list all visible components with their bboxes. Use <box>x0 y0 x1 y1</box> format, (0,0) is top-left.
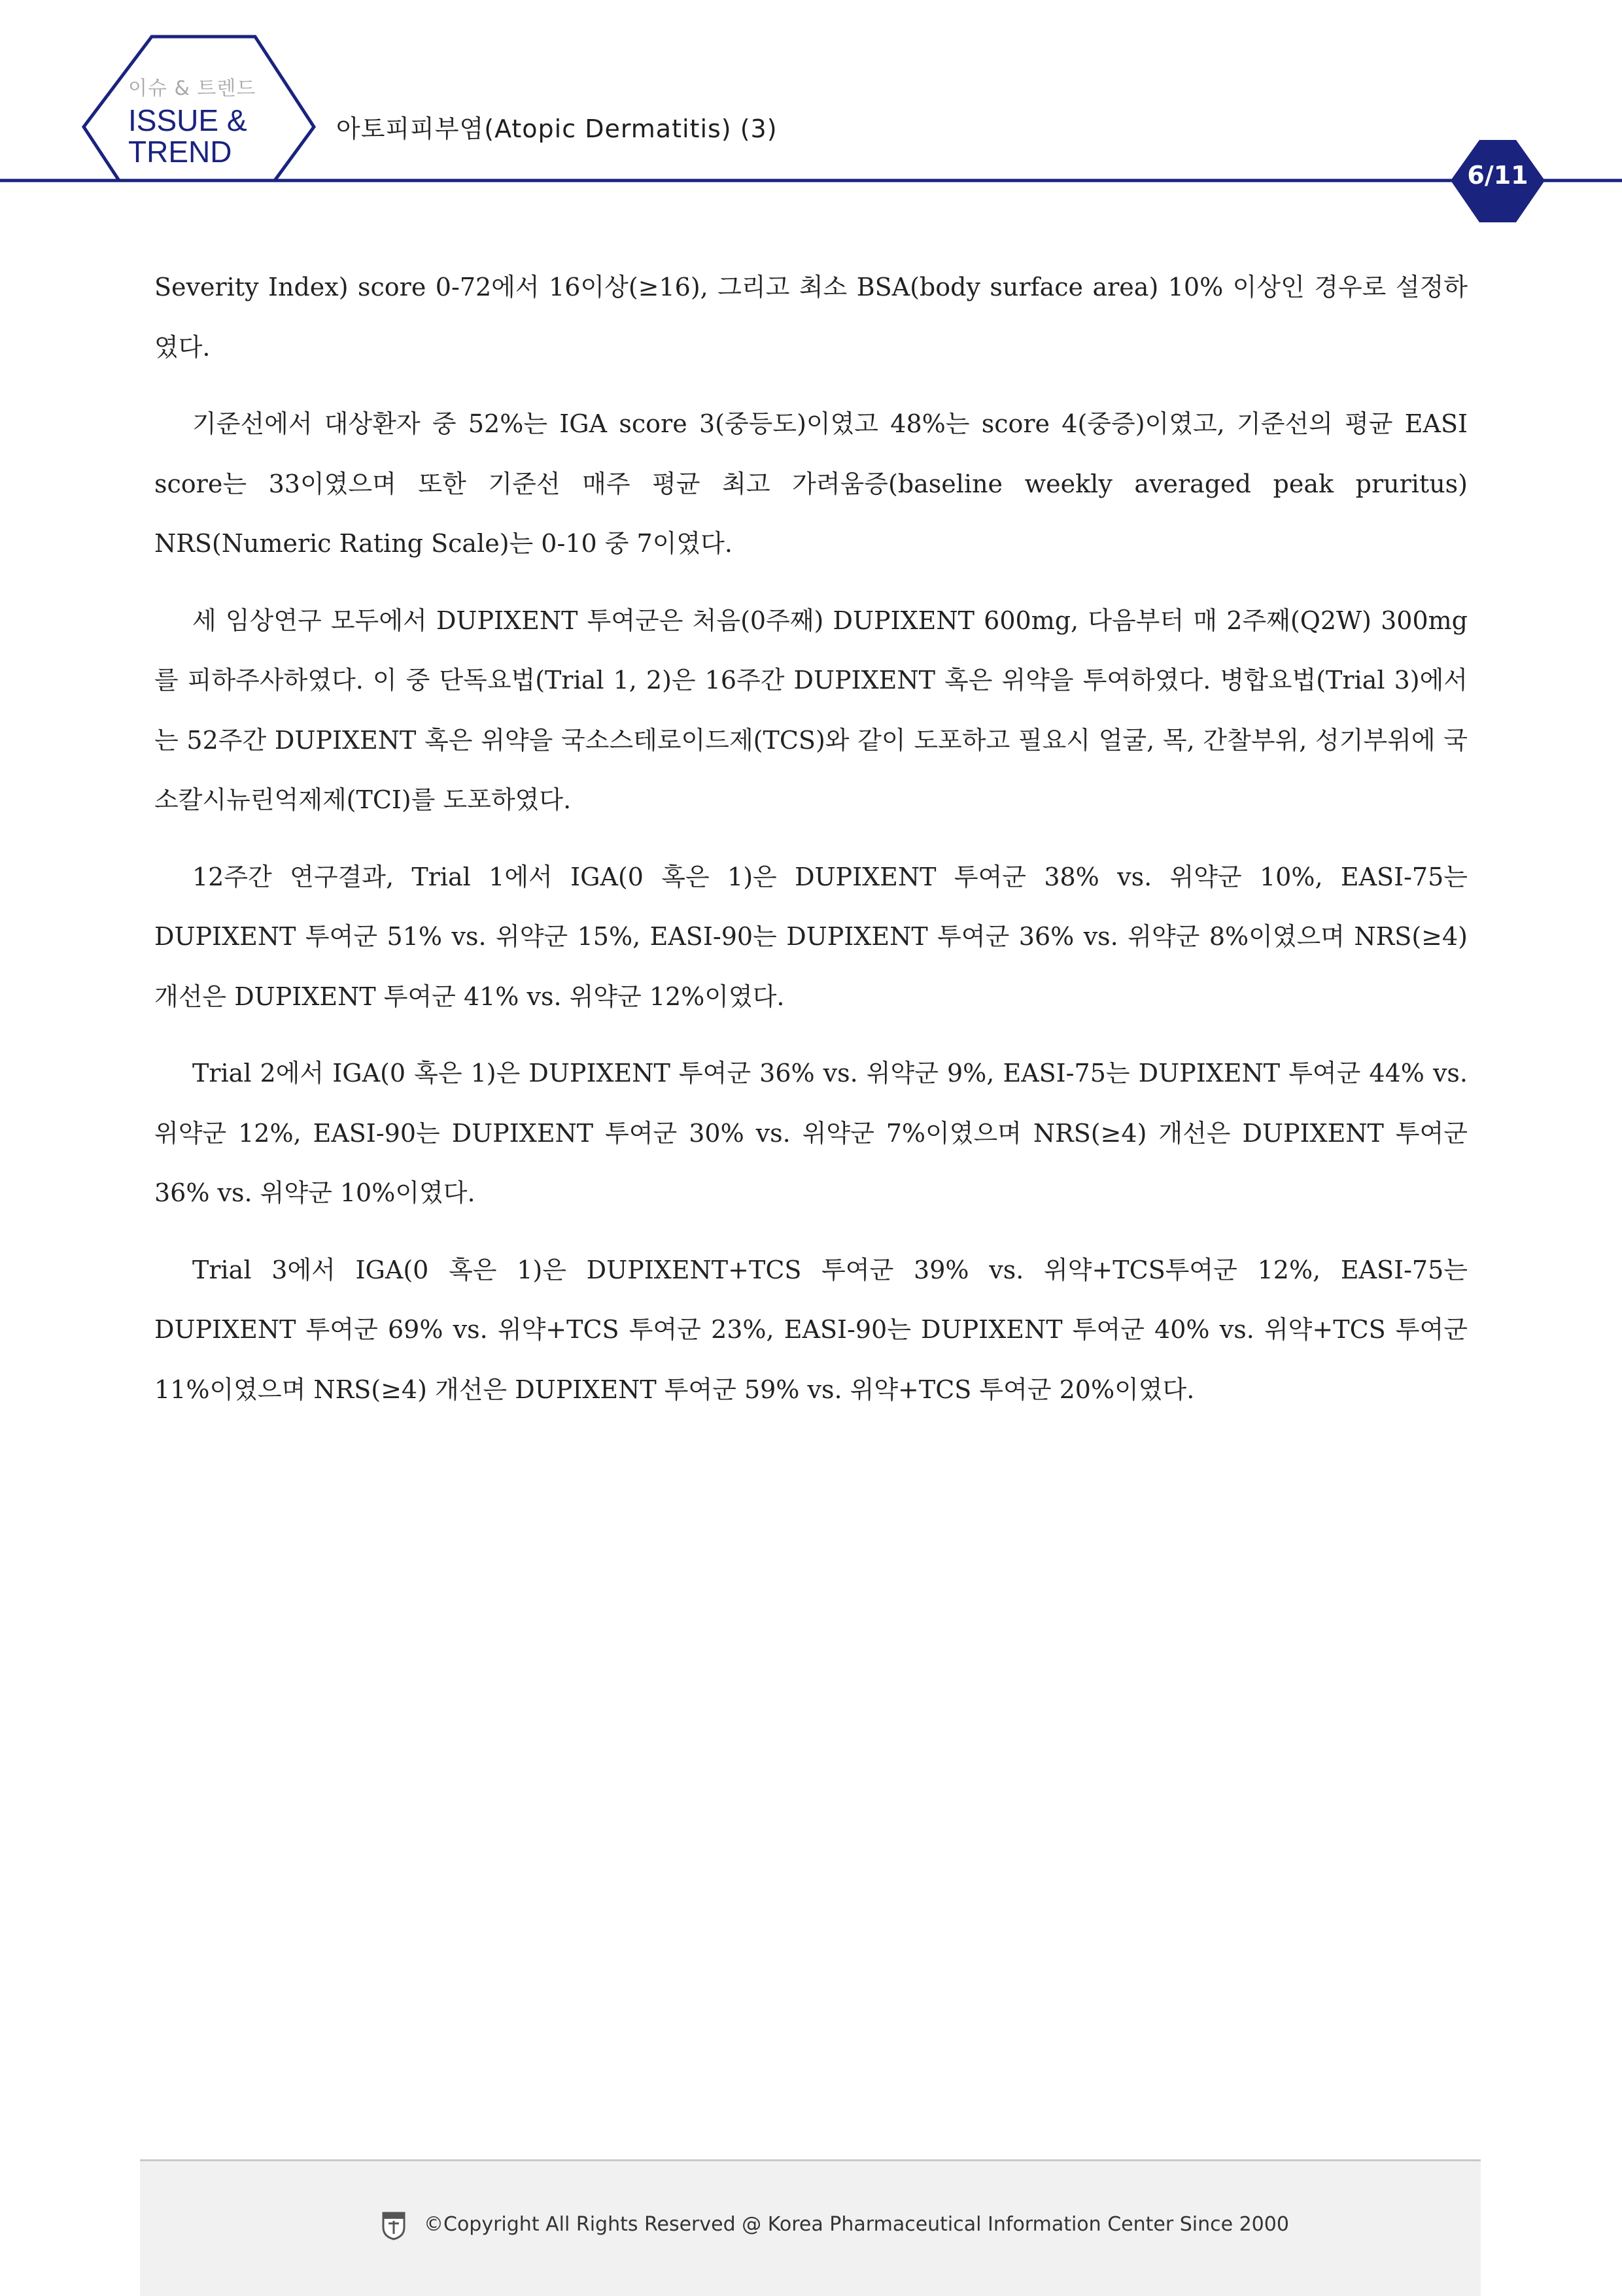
paragraph-continuation: Severity Index) score 0-72에서 16이상(≥16), 그리고 최소 BSA(body surface area) 10% 이상인 경우로 설정하였다. <box>154 273 1468 362</box>
paragraph-trial2-results: Trial 2에서 IGA(0 혹은 1)은 DUPIXENT 투여군 36% vs. 위약군 9%, EASI-75는 DUPIXENT 투여군 44% vs. 위약군 12%, EASI-90는 DUPIXENT 투여군 30% vs. 위약군 7%이였으며 NRS(≥4) 개선은 DUPIXENT 투여군 36% vs. 위약군 10%이였다. <box>154 1059 1468 1207</box>
paragraph-trial3-results: Trial 3에서 IGA(0 혹은 1)은 DUPIXENT+TCS 투여군 39% vs. 위약+TCS투여군 12%, EASI-75는 DUPIXENT 투여군 69% vs. 위약+TCS 투여군 23%, EASI-90는 DUPIXENT 투여군 40% vs. 위약+TCS 투여군 11%이였으며 NRS(≥4) 개선은 DUPIXENT 투여군 59% vs. 위약+TCS 투여군 20%이였다. <box>154 1255 1468 1404</box>
paragraph-baseline: 기준선에서 대상환자 중 52%는 IGA score 3(중등도)이였고 48%는 score 4(중증)이였고, 기준선의 평균 EASI score는 33이였으며 또한 기준선 매주 평균 최고 가려움증(baseline weekly averaged peak pruritus) NRS(Numeric Rating Scale)는 0-10 중 7이였다. <box>154 409 1468 558</box>
document-title: 아토피피부염(Atopic Dermatitis) (3) <box>336 114 778 143</box>
body-text <box>154 258 1468 1437</box>
section-tag-english-line1: ISSUE & <box>128 103 247 137</box>
copyright-text: ©Copyright All Rights Reserved @ Korea Pharmaceutical Information Center Since 2000 <box>424 2213 1289 2236</box>
paragraph-dosing: 세 임상연구 모두에서 DUPIXENT 투여군은 처음(0주째) DUPIXENT 600mg, 다음부터 매 2주째(Q2W) 300mg를 피하주사하였다. 이 중 단독요법(Trial 1, 2)은 16주간 DUPIXENT 혹은 위약을 투여하였다. 병합요법(Trial 3)에서는 52주간 DUPIXENT 혹은 위약을 국소스테로이드제(TCS)와 같이 도포하고 필요시 얼굴, 목, 간찰부위, 성기부위에 국소칼시뉴린억제제(TCI)를 도포하였다. <box>154 606 1468 814</box>
section-tag-english <box>128 105 298 167</box>
paragraph-trial1-results: 12주간 연구결과, Trial 1에서 IGA(0 혹은 1)은 DUPIXENT 투여군 38% vs. 위약군 10%, EASI-75는 DUPIXENT 투여군 51% vs. 위약군 15%, EASI-90는 DUPIXENT 투여군 36% vs. 위약군 8%이였으며 NRS(≥4) 개선은 DUPIXENT 투여군 41% vs. 위약군 12%이였다. <box>154 862 1468 1011</box>
page-number: 6/11 <box>1467 161 1528 190</box>
kpic-emblem-icon <box>381 2210 407 2240</box>
section-tag-english-line2: TREND <box>128 135 232 169</box>
section-tag-korean: 이슈 & 트렌드 <box>128 77 256 100</box>
